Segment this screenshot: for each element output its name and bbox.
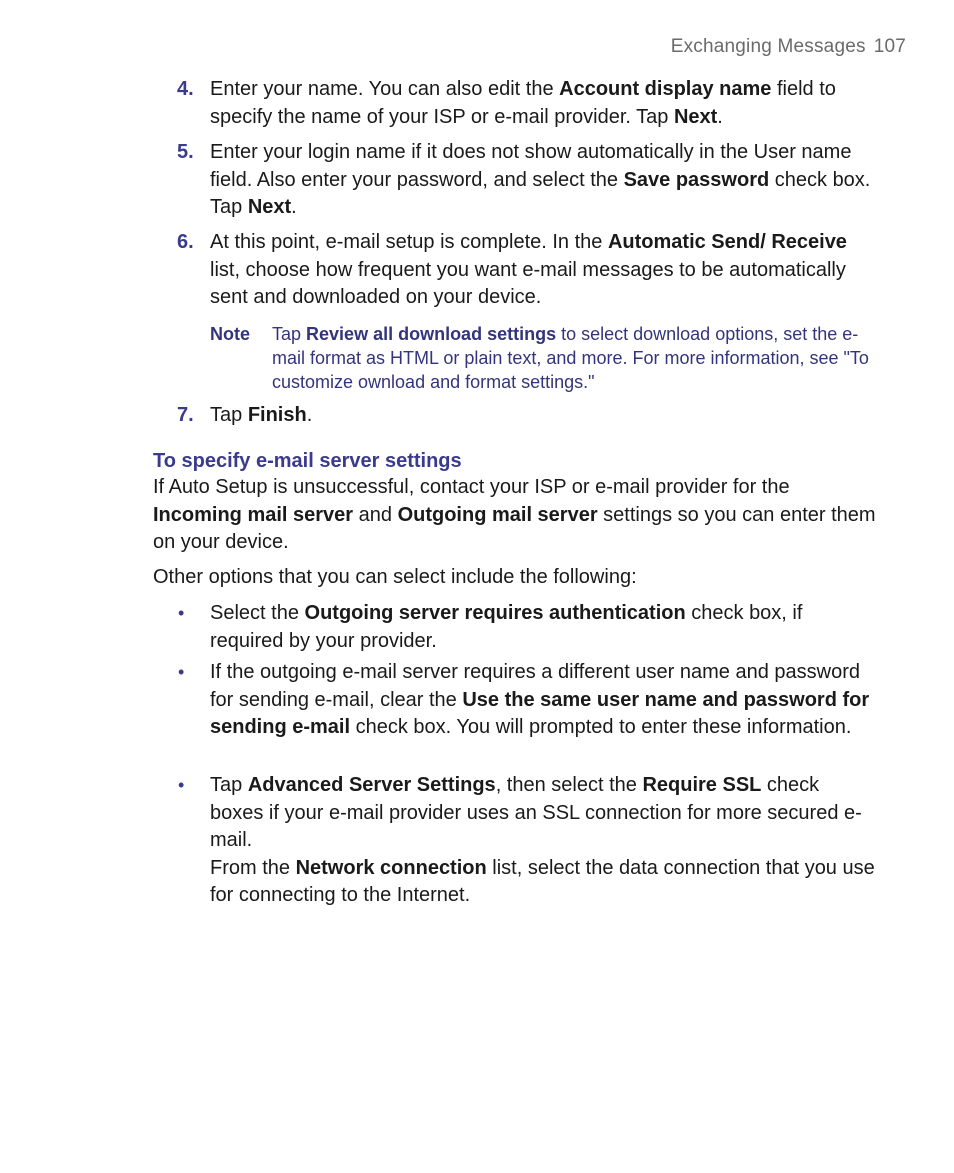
intro-text: and [353,503,398,526]
bullet-text: From the [210,856,296,879]
bullet-text: , then select the [495,774,643,796]
intro-paragraph [153,474,878,557]
step-text: . [291,196,297,218]
step-text: list, choose how frequent you want e-mail messages to be automatically sent and downloaded on your device. [210,258,846,308]
step-bold: Next [247,196,292,218]
bullet-icon: • [178,662,185,682]
bullet-text: Tap [210,774,248,796]
step-bold: Save password [623,168,770,191]
bullet-text: check box. You will prompted to enter these information. [350,716,852,738]
step-bold: Next [673,105,718,128]
bullet-item-1 [178,600,878,655]
step-text: . [717,105,723,128]
intro-bold: Outgoing mail server [397,503,598,526]
intro-text: If Auto Setup is unsuccessful, contact your ISP or e-mail provider for the [153,476,790,498]
intro-text: settings so you can enter them on your device. [153,503,876,553]
note-block [210,322,880,394]
bullet-icon: • [178,603,185,623]
step-4 [177,76,878,131]
bullet-bold: Network connection [295,856,487,879]
note-label: Note [210,324,250,344]
step-bold: Finish [247,404,307,426]
bullet-text: If the outgoing e-mail server requires a different user name and password for sending e-mail, clear the [210,661,860,711]
step-text: . [306,404,313,426]
bullet-bold: Advanced Server Settings [247,774,496,796]
bullet-bold: Use the same user name and password for sending e-mail [210,688,870,738]
step-text: Enter your login name if it does not show automatically in the User name field. Also enter your password, and select the [210,141,852,191]
step-number: 7. [177,404,194,426]
options-intro: Other options that you can select include the following: [153,566,637,588]
bullet-text: check boxes if your e-mail provider uses an SSL connection for more secured e-mail. [210,774,862,851]
bullet-bold: Require SSL [642,774,762,796]
step-5 [177,139,878,222]
step-6 [177,229,878,312]
bullet-text: Select the [210,602,305,624]
note-text [272,322,880,394]
step-text: At this point, e-mail setup is complete. In the [210,231,608,253]
intro-bold: Incoming mail server [153,503,354,526]
section-heading: To specify e-mail server settings [153,450,462,472]
step-number: 4. [177,78,194,100]
page-header [671,36,906,58]
step-bold: Account display name [559,78,772,100]
step-text: Enter your name. You can also edit the [210,78,560,100]
page-number: 107 [873,36,906,57]
step-number: 6. [177,231,194,253]
step-7 [177,402,878,430]
bullet-icon: • [178,775,185,795]
step-text: check box. Tap [210,168,871,218]
step-number: 5. [177,141,194,163]
section-title: Exchanging Messages [670,36,866,57]
bullet-text: check box, if required by your provider. [210,602,803,652]
bullet-item-3 [178,772,878,910]
step-text: Tap [210,404,248,426]
note-text-part: to select download options, set the e-mail format as HTML or plain text, and more. For more information, see "To customize ownload and format settings." [272,324,869,392]
bullet-item-2 [178,659,878,742]
step-bold: Automatic Send/ Receive [607,231,847,253]
bullet-bold: Outgoing server requires authentication [304,602,686,624]
step-text: field to specify the name of your ISP or e-mail provider. Tap [210,78,836,128]
note-text-part: Tap [272,324,307,344]
bullet-text: list, select the data connection that you use for connecting to the Internet. [210,856,875,906]
note-bold: Review all download settings [306,324,557,344]
